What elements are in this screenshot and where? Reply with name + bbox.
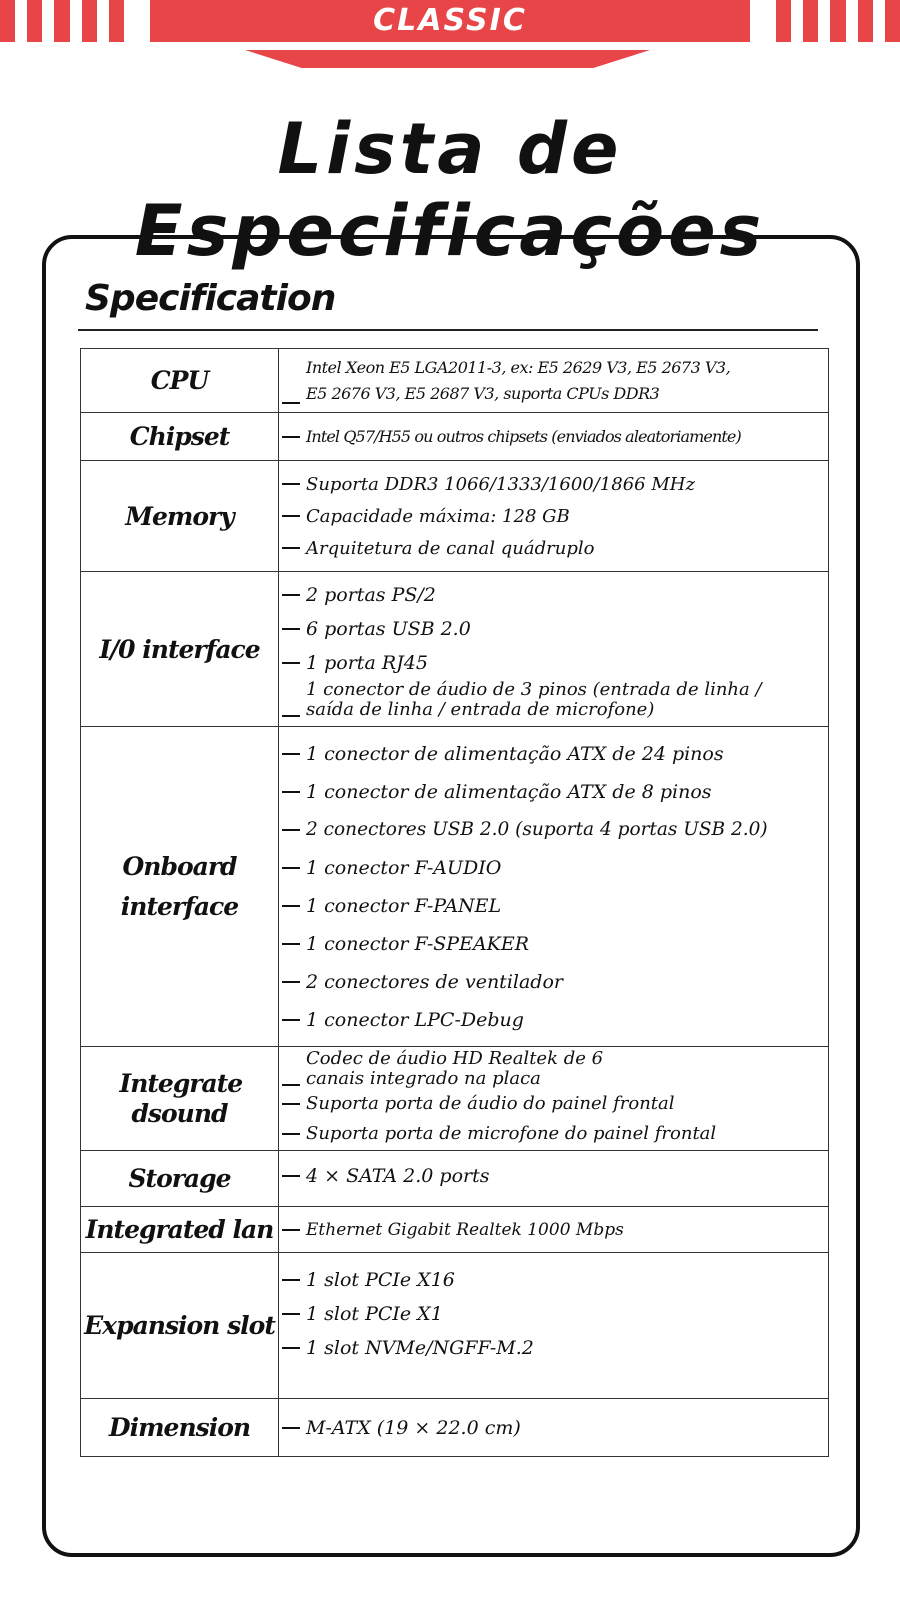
spec-row-dimension	[81, 1399, 829, 1457]
spec-row-sound	[81, 1047, 829, 1151]
spec-value: 1 conector F-SPEAKER	[306, 932, 530, 955]
row-label	[81, 727, 279, 1047]
spec-value: Suporta DDR3 1066/1333/1600/1866 MHz	[306, 473, 695, 495]
banner-tab-shape	[245, 50, 650, 68]
spec-value: 1 slot PCIe X1	[306, 1303, 443, 1325]
spec-value: 1 conector F-PANEL	[306, 894, 502, 917]
spec-heading: Specification	[85, 278, 336, 319]
spec-row-storage	[81, 1151, 829, 1207]
spec-value: Ethernet Gigabit Realtek 1000 Mbps	[306, 1219, 624, 1240]
spec-value: Suporta porta de áudio do painel frontal	[306, 1093, 675, 1114]
row-label: Expansion slot	[81, 1253, 279, 1399]
spec-table	[80, 348, 829, 1457]
spec-row-expansion	[81, 1253, 829, 1399]
spec-row-cpu	[81, 349, 829, 413]
spec-value: 2 portas PS/2	[306, 584, 436, 606]
spec-value: 1 conector F-AUDIO	[306, 856, 502, 879]
row-label-text: Integrate dsound	[119, 1068, 243, 1128]
page-title: Lista de Especificações	[134, 108, 766, 272]
spec-value: Intel Xeon E5 LGA2011-3, ex: E5 2629 V3, E5 2673 V3, E5 2676 V3, E5 2687 V3, suporta CPUs DDR3	[306, 357, 731, 403]
row-label-text: Onboard interface	[120, 851, 239, 921]
row-label: Storage	[81, 1151, 279, 1207]
spec-value: 4 × SATA 2.0 ports	[306, 1165, 490, 1187]
spec-value: 6 portas USB 2.0	[306, 618, 471, 640]
spec-value: 1 conector LPC-Debug	[306, 1008, 524, 1031]
brand-label: CLASSIC	[150, 0, 750, 42]
spec-value: 1 conector de alimentação ATX de 24 pinos	[306, 742, 724, 765]
spec-value: 2 conectores USB 2.0 (suporta 4 portas USB 2.0)	[306, 819, 768, 840]
heading-divider	[78, 329, 818, 331]
spec-value: 1 porta RJ45	[306, 652, 428, 674]
row-label: CPU	[81, 349, 279, 413]
row-label: Integrated lan	[81, 1207, 279, 1253]
spec-value: Intel Q57/H55 ou outros chipsets (enviados aleatoriamente)	[306, 427, 741, 446]
spec-row-lan	[81, 1207, 829, 1253]
spec-value: Capacidade máxima: 128 GB	[306, 505, 570, 527]
row-label: I/0 interface	[81, 572, 279, 727]
spec-value: Codec de áudio HD Realtek de 6 canais integrado na placa	[306, 1047, 604, 1089]
row-label: Chipset	[81, 413, 279, 461]
spec-row-onboard	[81, 727, 829, 1047]
row-label	[81, 1047, 279, 1151]
row-label: Memory	[81, 461, 279, 572]
spec-value: 2 conectores de ventilador	[306, 970, 563, 993]
spec-row-memory	[81, 461, 829, 572]
spec-value: M-ATX (19 × 22.0 cm)	[306, 1416, 521, 1439]
spec-value: 1 slot NVMe/NGFF-M.2	[306, 1337, 534, 1359]
spec-row-chipset	[81, 413, 829, 461]
spec-value: Suporta porta de microfone do painel frontal	[306, 1123, 717, 1144]
spec-row-io	[81, 572, 829, 727]
spec-value: 1 slot PCIe X16	[306, 1269, 455, 1291]
spec-value: Arquitetura de canal quádruplo	[306, 537, 595, 559]
spec-value: 1 conector de áudio de 3 pinos (entrada de linha / saída de linha / entrada de microfone)	[306, 679, 762, 720]
spec-value: 1 conector de alimentação ATX de 8 pinos	[306, 780, 712, 803]
row-label: Dimension	[81, 1399, 279, 1457]
